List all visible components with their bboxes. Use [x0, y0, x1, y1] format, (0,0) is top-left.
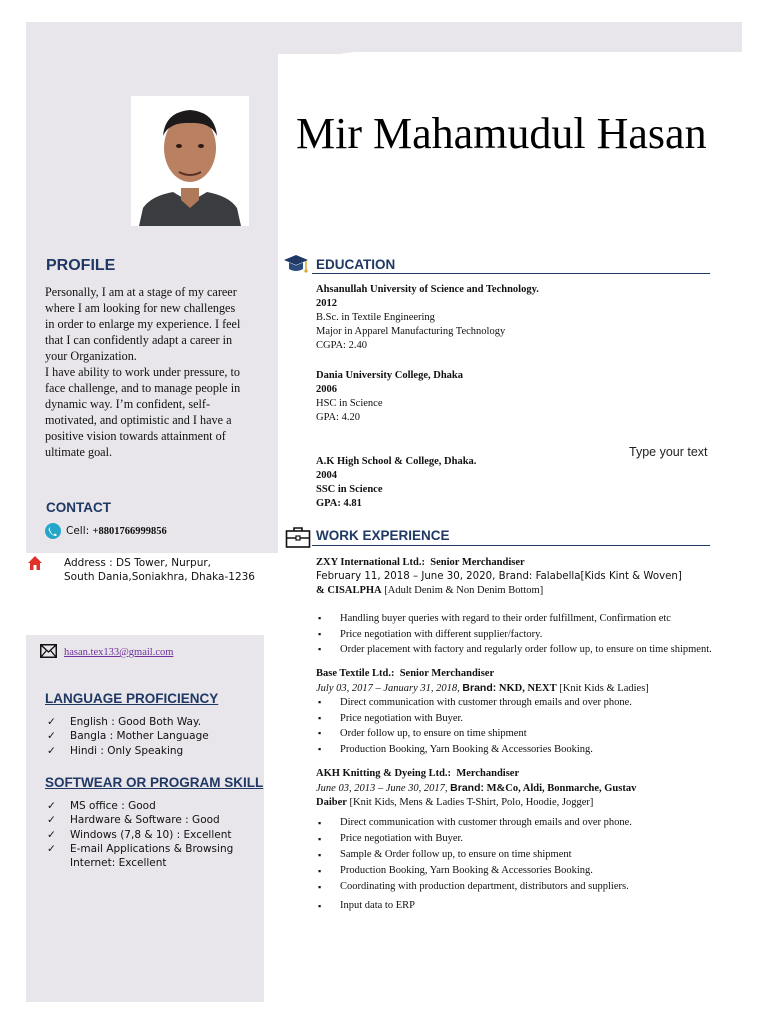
- list-item: ▪ Input data to ERP: [316, 898, 632, 914]
- language-heading: LANGUAGE PROFICIENCY: [45, 691, 219, 706]
- phone-icon: [45, 523, 61, 539]
- placeholder-text[interactable]: Type your text: [629, 445, 708, 459]
- list-item: ▪ Order placement with factory and regularly order follow up, to ensure on time shipment.: [316, 642, 712, 658]
- list-item: ▪ Direct communication with customer through emails and over phone.: [316, 695, 632, 711]
- list-item: ✓ Hindi : Only Speaking: [47, 744, 209, 758]
- list-item: ✓ Hardware & Software : Good: [47, 813, 233, 827]
- education-entry: Ahsanullah University of Science and Technology. 2012 B.Sc. in Textile Engineering Major in Apparel Manufacturing Technology CGPA: 2.40: [316, 284, 539, 351]
- briefcase-icon: [285, 525, 311, 549]
- job-duties: [316, 815, 632, 914]
- list-item: ▪ Order follow up, to ensure on time shipment: [316, 726, 632, 742]
- profile-heading: PROFILE: [46, 257, 116, 274]
- graduation-cap-icon: [282, 252, 310, 276]
- cell-number: +8801766999856: [92, 526, 167, 537]
- software-list: [47, 799, 233, 870]
- list-item: ✓ English : Good Both Way.: [47, 715, 209, 729]
- home-icon: [27, 555, 43, 571]
- language-list: [47, 715, 209, 758]
- education-heading: EDUCATION: [316, 257, 396, 272]
- list-item: ▪ Production Booking, Yarn Booking & Accessories Booking.: [316, 863, 632, 879]
- work-heading: WORK EXPERIENCE: [316, 528, 450, 543]
- list-item: ▪ Handling buyer queries with regard to their order fulfillment, Confirmation etc: [316, 611, 712, 627]
- email-link[interactable]: hasan.tex133@gmail.com: [64, 647, 174, 658]
- software-heading: SOFTWEAR OR PROGRAM SKILL: [45, 775, 264, 790]
- education-entry: Dania University College, Dhaka 2006 HSC in Science GPA: 4.20: [316, 370, 463, 423]
- education-entry: A.K High School & College, Dhaka. 2004 SSC in Science GPA: 4.81: [316, 456, 477, 509]
- list-item: ▪ Coordinating with production department, distributors and suppliers.: [316, 879, 632, 895]
- job-entry: ZXY International Ltd.: Senior Merchandiser February 11, 2018 – June 30, 2020, Brand: Falabella[Kids Kint & Woven] & CISALPHA [Adult Denim & Non Denim Bottom]: [316, 557, 682, 596]
- job-duties: [316, 695, 632, 757]
- list-item: ▪ Production Booking, Yarn Booking & Accessories Booking.: [316, 742, 632, 758]
- list-item: ▪ Price negotiation with different supplier/factory.: [316, 627, 712, 643]
- sidebar-gap: [264, 553, 278, 1002]
- list-item: ✓ Bangla : Mother Language: [47, 729, 209, 743]
- profile-text: Personally, I am at a stage of my career where I am looking for new challenges in order to enlarge my experience. I feel that I can confidently adapt a career in your Organization. I have ability to work under pressure, to face challenge, and to manage people in dynamic way. I’m confident, self- motivated, and optimistic and I have a positive vision towards attainment of ultimate goal.: [45, 285, 241, 459]
- list-item: ▪ Sample & Order follow up, to ensure on time shipment: [316, 847, 632, 863]
- list-item: ▪ Direct communication with customer through emails and over phone.: [316, 815, 632, 831]
- candidate-name: Mir Mahamudul Hasan: [296, 109, 707, 158]
- profile-photo: [131, 96, 249, 226]
- contact-cell: Cell: +8801766999856: [66, 525, 167, 537]
- work-divider: [312, 545, 710, 546]
- list-item: ▪ Price negotiation with Buyer.: [316, 831, 632, 847]
- email-icon: [40, 644, 57, 658]
- job-duties: [316, 611, 712, 658]
- list-item: ✓ MS office : Good: [47, 799, 233, 813]
- job-entry: Base Textile Ltd.: Senior Merchandiser July 03, 2017 – January 31, 2018, Brand: NKD, NEXT [Knit Kids & Ladies]: [316, 668, 649, 694]
- education-divider: [312, 273, 710, 274]
- job-entry: AKH Knitting & Dyeing Ltd.: Merchandiser June 03, 2013 – June 30, 2017, Brand: M&Co, Aldi, Bonmarche, Gustav Daiber [Knit Kids, Mens & Ladies T-Shirt, Polo, Hoodie, Jogger]: [316, 768, 637, 808]
- list-item: ▪ Price negotiation with Buyer.: [316, 711, 632, 727]
- contact-heading: CONTACT: [46, 500, 111, 515]
- list-item: ✓ Windows (7,8 & 10) : Excellent: [47, 828, 233, 842]
- list-item-continued: Internet: Excellent: [70, 857, 167, 870]
- address: Address : DS Tower, Nurpur, South Dania,Soniakhra, Dhaka-1236: [64, 557, 255, 583]
- list-item: ✓ E-mail Applications & Browsing: [47, 842, 233, 856]
